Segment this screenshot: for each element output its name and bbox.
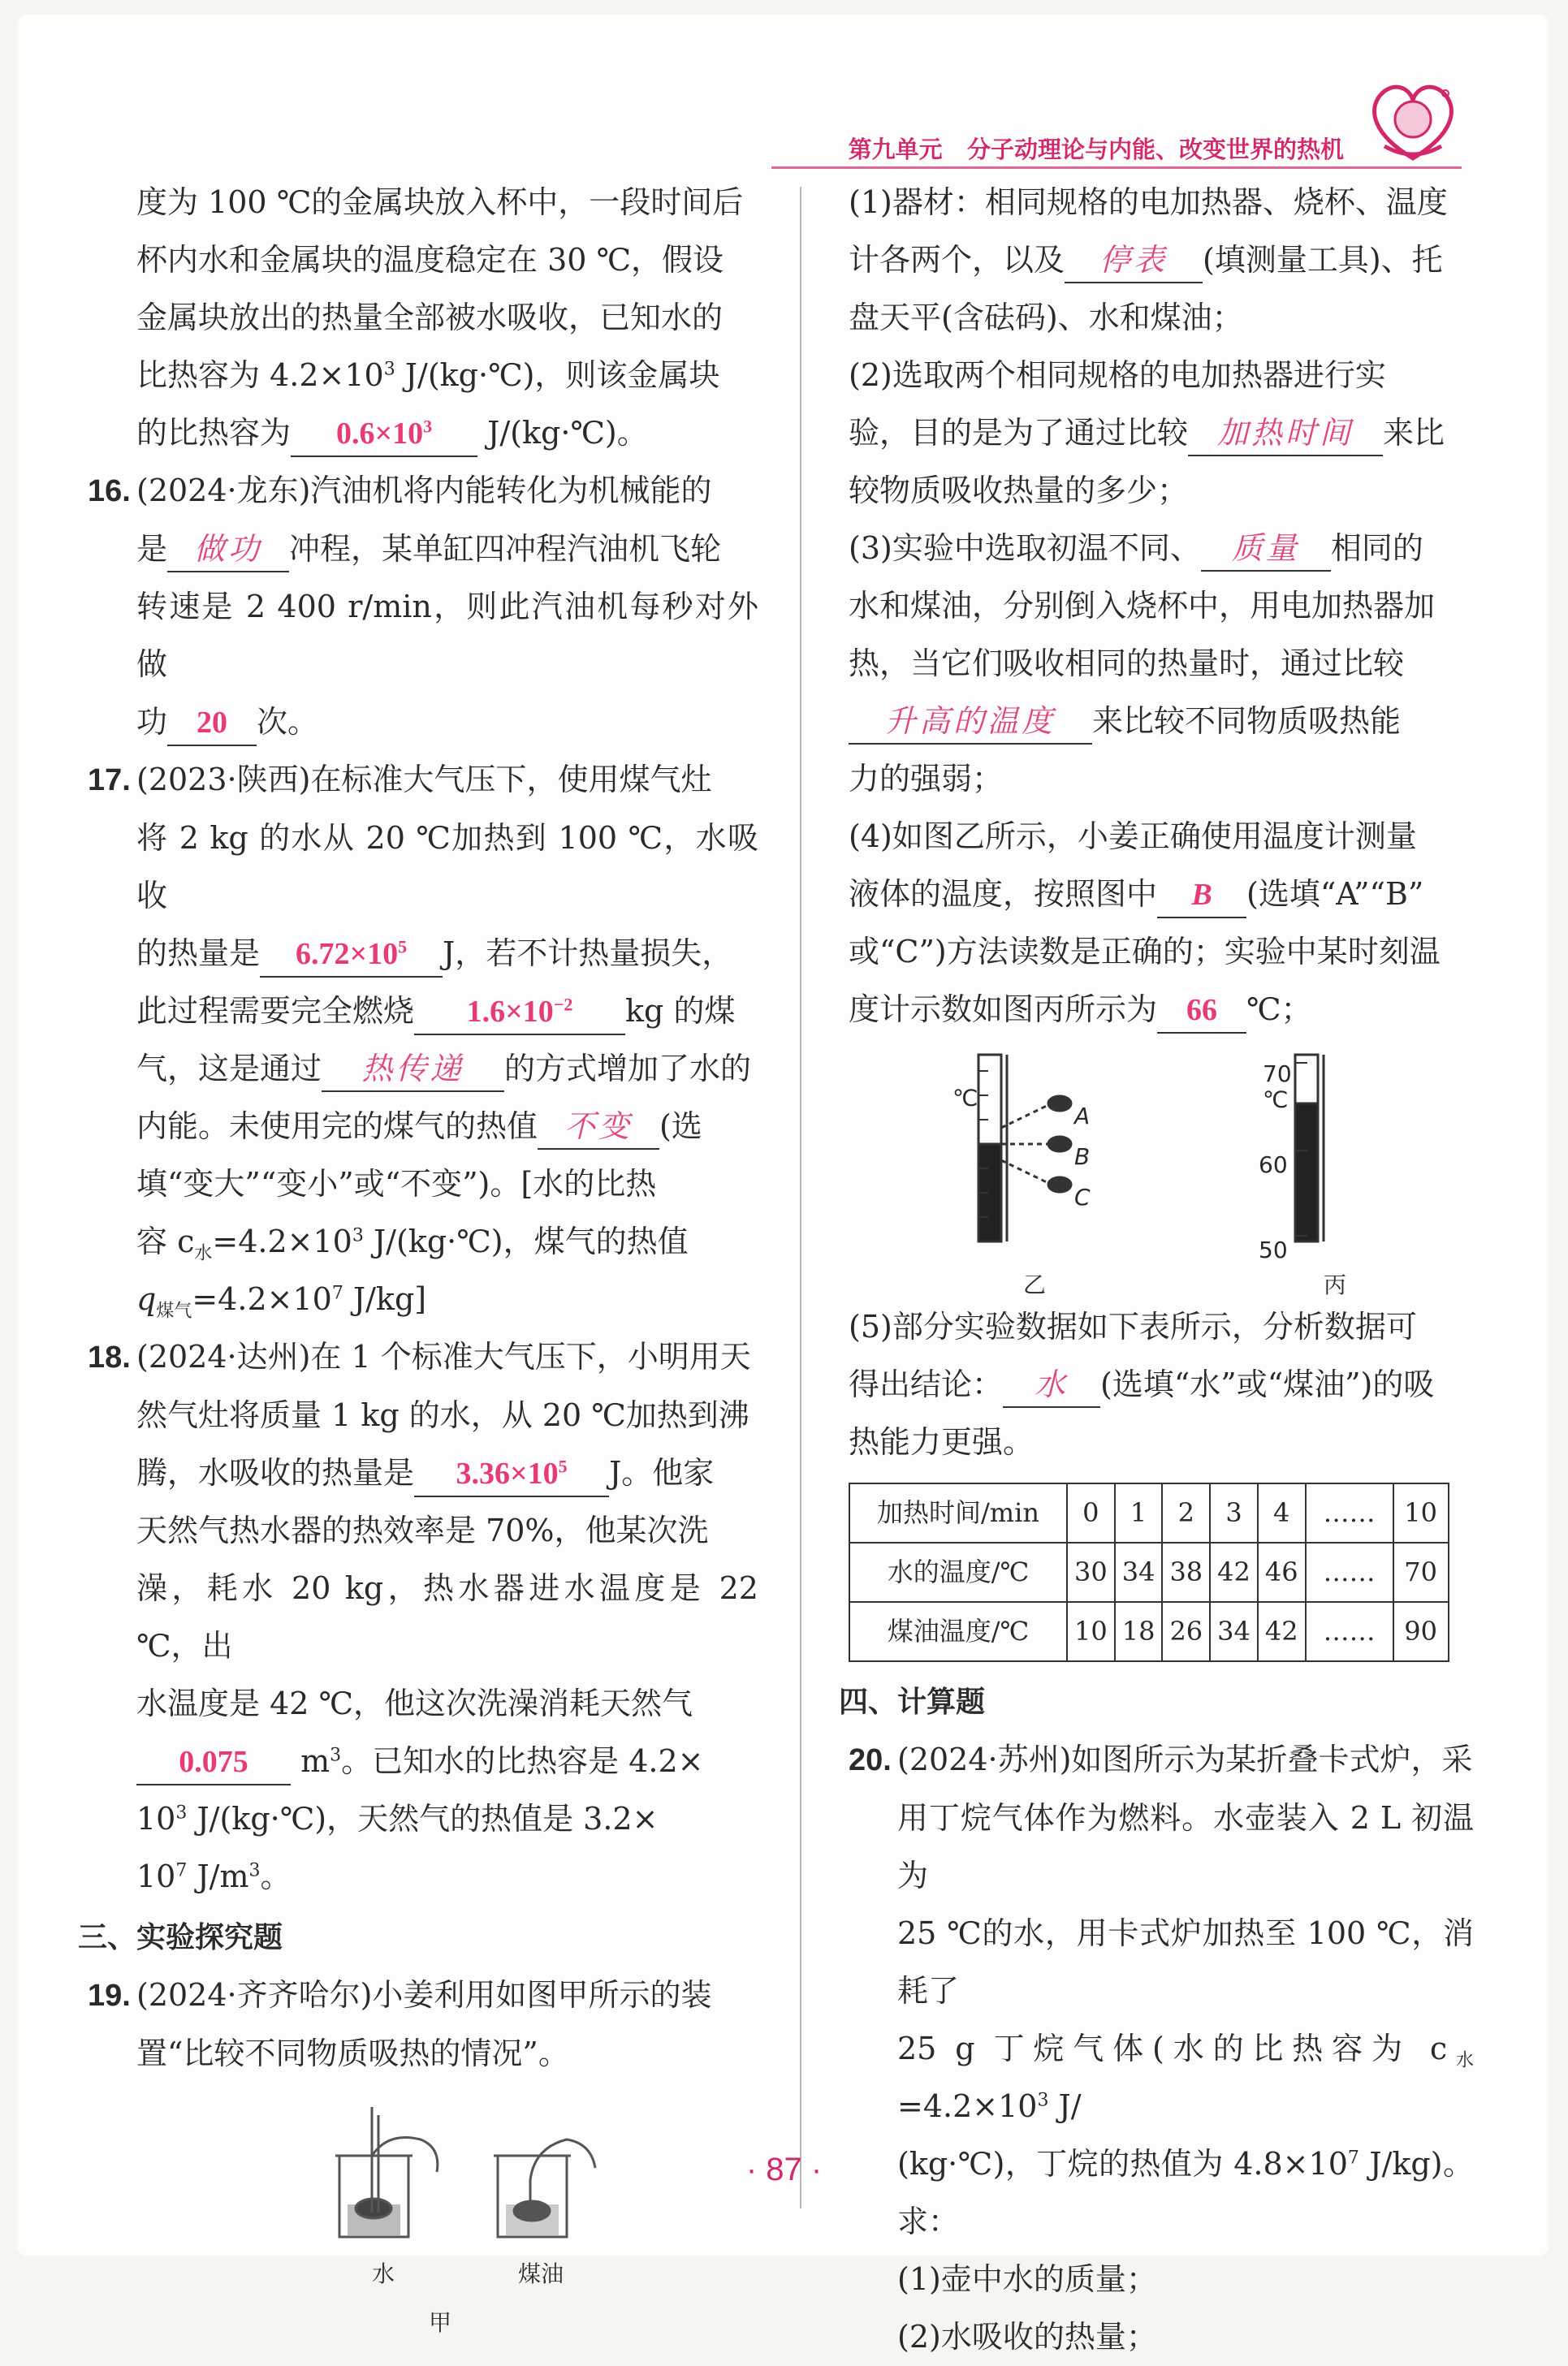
text-span: 得出结论：: [849, 1366, 1004, 1402]
exponent: 3: [1037, 2090, 1049, 2111]
text-line: 金属块放出的热量全部被水吸收，已知水的: [136, 300, 724, 335]
text-line: 较物质吸收热量的多少；: [849, 473, 1189, 508]
exponent: 3: [330, 1745, 342, 1766]
text-line: [849, 693, 1474, 750]
answer-text: 3.36×10: [456, 1457, 559, 1491]
text-line: 天然气热水器的热效率是 70%，他某次洗: [136, 1513, 709, 1548]
text-span: (kg·℃)，丁烷的热值为 4.8×10: [897, 2146, 1348, 2182]
answer-blank: [1188, 411, 1383, 456]
figure-caption: 甲: [429, 2309, 452, 2336]
answer-text: B: [1191, 878, 1212, 912]
text-span: J/: [1048, 2088, 1082, 2124]
answer-text: 做功: [194, 531, 263, 567]
table-cell: 26: [1162, 1602, 1210, 1661]
table-cell: 2: [1162, 1483, 1210, 1543]
table-cell: ……: [1306, 1602, 1393, 1661]
text-span: (选填“水”或“煤油”)的吸: [1100, 1366, 1435, 1402]
text-span: =4.2×10: [192, 1281, 332, 1317]
text-span: J/(kg·℃)，煤气的热值: [363, 1224, 689, 1259]
text-span: 10: [136, 1801, 176, 1837]
text-span: kg 的煤: [625, 993, 736, 1029]
text-span: 验，目的是为了通过比较: [849, 415, 1189, 451]
text-line: 热，当它们吸收相同的热量时，通过比较: [849, 645, 1405, 681]
text-line: [136, 1790, 758, 1848]
answer-text: 质量: [1231, 530, 1300, 566]
text-span: 液体的温度，按照图中: [849, 876, 1158, 912]
question-number: 17.: [88, 763, 131, 797]
page-header: [771, 122, 1462, 169]
answer-blank: [291, 411, 477, 457]
text-line: [136, 1444, 758, 1502]
text-span: J/kg]: [343, 1281, 427, 1317]
table-cell: 10: [1393, 1483, 1449, 1543]
text-line: [136, 404, 758, 462]
text-line: [136, 520, 758, 578]
text-span: 冲程，某单缸四冲程汽油机飞轮: [289, 531, 722, 567]
table-cell: 34: [1210, 1602, 1258, 1661]
table-cell: 42: [1258, 1602, 1306, 1661]
text-span: (选填“A”“B”: [1246, 876, 1424, 912]
tick-label: 60: [1259, 1151, 1288, 1178]
text-line: 力的强弱；: [849, 761, 1004, 797]
answer-blank: [538, 1104, 659, 1150]
answer-text: 升高的温度: [884, 703, 1056, 739]
eye-label-a: A: [1074, 1103, 1091, 1129]
text-span: 相同的: [1330, 530, 1423, 566]
question-number: 16.: [88, 474, 131, 508]
text-span: 内能。未使用完的煤气的热值: [136, 1108, 538, 1144]
figure-label-oil: 煤油: [518, 2260, 564, 2287]
table-cell: 3: [1210, 1483, 1258, 1543]
publisher-logo-icon: [1364, 77, 1462, 166]
table-row: [849, 1602, 1449, 1661]
answer-text: 66: [1186, 993, 1218, 1027]
part-2: [849, 347, 1474, 520]
text-span: J/(kg·℃)，则该金属块: [395, 357, 720, 393]
table-cell: 加热时间/min: [849, 1483, 1067, 1543]
answer-blank: [322, 1047, 504, 1092]
text-span: q: [136, 1281, 157, 1317]
text-span: J。他家: [609, 1455, 715, 1491]
unit-label: ℃: [1263, 1086, 1289, 1113]
text-line: [88, 1967, 758, 2025]
text-line: 水和煤油，分别倒入烧杯中，用电加热器加: [849, 588, 1436, 624]
exponent: 3: [352, 1225, 364, 1246]
text-span: 腾，水吸收的热量是: [136, 1455, 415, 1491]
text-span: (3)实验中选取初温不同、: [849, 530, 1201, 566]
text-span: 功: [136, 704, 168, 740]
text-line: [849, 520, 1474, 577]
answer-text: 水: [1035, 1366, 1069, 1402]
text-span: 是: [136, 531, 168, 567]
exponent: 3: [248, 1860, 261, 1881]
answer-blank: [1157, 987, 1246, 1034]
text-span: 气，这是通过: [136, 1051, 322, 1086]
question-19: [88, 1967, 758, 2334]
text-line: [849, 981, 1474, 1038]
text-span: 25 g 丁烷气体(水的比热容为 c: [897, 2031, 1448, 2066]
text-line: (2)水吸收的热量；: [897, 2319, 1157, 2355]
text-line: [136, 925, 758, 982]
text-line: [849, 404, 1474, 462]
text-line: 澡，耗水 20 kg，热水器进水温度是 22 ℃，出: [136, 1570, 758, 1664]
header-text: [849, 132, 1344, 165]
answer-blank: [260, 931, 443, 978]
text-span: =4.2×10: [212, 1224, 352, 1259]
text-line: [849, 1356, 1474, 1414]
table-cell: 煤油温度/℃: [849, 1602, 1067, 1661]
question-18: [88, 1328, 758, 1906]
text-line: [136, 1733, 758, 1790]
text-span: 。已知水的比热容是 4.2×: [341, 1743, 704, 1779]
text-line: [849, 1731, 1474, 1790]
table-cell: 18: [1115, 1602, 1163, 1661]
tick-label: 50: [1259, 1237, 1288, 1263]
text-line: 25 ℃的水，用卡式炉加热至 100 ℃，消耗了: [897, 1915, 1474, 2009]
figure-caption: 丙: [1324, 1272, 1347, 1298]
section-heading-calculation: 四、计算题: [839, 1686, 986, 1719]
answer-exponent: 5: [398, 936, 408, 957]
text-span: 次。: [257, 704, 319, 740]
question-number: 18.: [88, 1341, 131, 1375]
answer-text: 20: [197, 706, 228, 740]
text-line: 用丁烷气体作为燃料。水壶装入 2 L 初温为: [897, 1800, 1474, 1893]
text-line: (1)器材：相同规格的电加热器、烧杯、温度: [849, 184, 1448, 220]
text-span: (2024·苏州)如图所示为某折叠卡式炉，采: [897, 1742, 1473, 1777]
text-line: [136, 1098, 758, 1155]
answer-text: 0.6×10: [335, 417, 424, 451]
text-span: 的比热容为: [136, 415, 292, 451]
column-divider: [800, 187, 801, 2208]
text-span: 10: [136, 1859, 176, 1894]
text-span: (2024·齐齐哈尔)小姜利用如图甲所示的装: [136, 1977, 712, 2013]
header-unit: 第九单元: [848, 136, 943, 163]
text-span: (2024·达州)在 1 个标准大气压下，小明用天: [136, 1339, 751, 1375]
table-cell: 38: [1162, 1543, 1210, 1602]
thermometer-diagram-icon: [946, 1047, 1401, 1250]
section-heading-experiment: 三、实验探究题: [78, 1921, 283, 1954]
answer-text: 停表: [1099, 242, 1168, 278]
q15-continuation: [88, 174, 758, 462]
text-span: 计各两个，以及: [849, 242, 1065, 278]
question-number: 20.: [849, 1743, 892, 1777]
table-row: [849, 1543, 1449, 1602]
answer-blank: [414, 1451, 609, 1497]
answer-text: 不变: [564, 1108, 633, 1144]
text-span: 来比: [1383, 415, 1445, 451]
text-span: (选: [659, 1108, 702, 1144]
table-cell: 水的温度/℃: [849, 1543, 1067, 1602]
exponent: 7: [175, 1860, 188, 1881]
text-line: [136, 347, 758, 404]
text-line: 将 2 kg 的水从 20 ℃加热到 100 ℃，水吸收: [136, 820, 758, 913]
text-span: =4.2×10: [897, 2088, 1038, 2124]
text-line: [136, 1040, 758, 1098]
answer-blank: [167, 700, 257, 746]
table-cell: ……: [1306, 1543, 1393, 1602]
part-3: [849, 520, 1474, 808]
table-cell: 10: [1067, 1602, 1115, 1661]
text-line: [136, 1848, 758, 1906]
figure-label-water: 水: [372, 2260, 395, 2287]
text-span: 度计示数如图丙所示为: [849, 991, 1158, 1027]
answer-exponent: −2: [553, 994, 573, 1015]
subscript: 水: [1447, 2050, 1474, 2071]
tick-label: 70: [1263, 1060, 1292, 1087]
text-line: 水温度是 42 ℃，他这次洗澡消耗天然气: [136, 1686, 693, 1721]
question-number: 19.: [88, 1979, 131, 2013]
text-line: [136, 1213, 758, 1271]
text-span: m: [300, 1743, 330, 1779]
answer-blank: [849, 699, 1092, 745]
answer-exponent: 5: [558, 1456, 568, 1477]
table-cell: 4: [1258, 1483, 1306, 1543]
text-line: 填“变大”“变小”或“不变”)。[水的比热: [136, 1166, 657, 1202]
subscript: 煤气: [156, 1301, 192, 1322]
text-span: J/(kg·℃)，天然气的热值是 3.2×: [187, 1801, 659, 1837]
text-span: J，若不计热量损失，: [443, 935, 733, 971]
text-line: 或“C”)方法读数是正确的；实验中某时刻温: [849, 934, 1441, 969]
text-line: [849, 866, 1474, 923]
text-line: [849, 231, 1474, 289]
figure-caption: 乙: [1023, 1272, 1047, 1298]
part-1: [849, 174, 1474, 347]
text-line: 盘天平(含砝码)、水和煤油；: [849, 300, 1243, 335]
text-line: 转速是 2 400 r/min，则此汽油机每秒对外做: [136, 589, 758, 682]
text-line: (4)如图乙所示，小姜正确使用温度计测量: [849, 818, 1417, 854]
question-17: [88, 751, 758, 1328]
table-cell: 0: [1067, 1483, 1115, 1543]
question-20: [849, 1731, 1474, 2366]
text-line: [88, 1328, 758, 1387]
figure-jia: [136, 2091, 758, 2334]
table-cell: 1: [1115, 1483, 1163, 1543]
text-line: [136, 693, 758, 751]
answer-text: 加热时间: [1217, 415, 1354, 451]
table-cell: 90: [1393, 1602, 1449, 1661]
text-span: ℃；: [1246, 991, 1312, 1027]
exponent: 7: [1347, 2148, 1359, 2169]
table-cell: 30: [1067, 1543, 1115, 1602]
text-span: 容 c: [136, 1224, 195, 1259]
text-line: [136, 1271, 758, 1328]
part-4: [849, 808, 1474, 1038]
text-span: 比热容为 4.2×10: [136, 357, 384, 393]
text-line: 杯内水和金属块的温度稳定在 30 ℃，假设: [136, 242, 724, 278]
page-number: · 87 ·: [745, 2152, 823, 2187]
answer-blank: [414, 989, 625, 1035]
text-span: J/(kg·℃)。: [487, 415, 648, 451]
answer-exponent: 3: [423, 416, 433, 437]
text-line: (5)部分实验数据如下表所示，分析数据可: [849, 1309, 1417, 1345]
answer-blank: [1201, 526, 1331, 572]
answer-text: 0.075: [179, 1745, 248, 1779]
text-span: (2023·陕西)在标准大气压下，使用煤气灶: [136, 762, 712, 797]
header-title: 分子动理论与内能、改变世界的热机: [966, 136, 1344, 163]
figure-thermometers: [849, 1047, 1474, 1298]
text-line: (2)选取两个相同规格的电加热器进行实: [849, 357, 1386, 393]
text-span: J/m: [187, 1859, 249, 1894]
subscript: 水: [194, 1243, 213, 1264]
text-line: 置“比较不同物质吸热的情况”。: [136, 2036, 569, 2071]
table-cell: 34: [1115, 1543, 1163, 1602]
answer-text: 6.72×10: [295, 937, 399, 971]
text-span: 的热量是: [136, 935, 261, 971]
text-line: [88, 462, 758, 520]
text-line: [136, 982, 758, 1040]
text-line: (1)壶中水的质量；: [897, 2261, 1157, 2297]
table-row: [849, 1483, 1449, 1543]
answer-blank: [1157, 872, 1246, 918]
answer-blank: [1003, 1362, 1100, 1408]
text-span: J/kg)。求：: [897, 2146, 1474, 2239]
question-16: [88, 462, 758, 751]
right-column: [839, 174, 1474, 2366]
eye-label-c: C: [1074, 1184, 1091, 1211]
text-line: 度为 100 ℃的金属块放入杯中，一段时间后: [136, 184, 744, 220]
left-column: [78, 174, 758, 2342]
table-cell: 46: [1258, 1543, 1306, 1602]
answer-blank: [167, 527, 289, 572]
data-table: [849, 1483, 1449, 1662]
text-line: [88, 751, 758, 810]
text-line: 然气灶将质量 1 kg 的水，从 20 ℃加热到沸: [136, 1397, 749, 1433]
part-5: [849, 1298, 1474, 1471]
table-cell: 70: [1393, 1543, 1449, 1602]
text-span: 的方式增加了水的: [504, 1051, 752, 1086]
eye-label-b: B: [1074, 1143, 1091, 1170]
exponent: 7: [331, 1283, 343, 1304]
text-span: (2024·龙东)汽油机将内能转化为机械能的: [136, 473, 712, 508]
answer-blank: [1065, 238, 1203, 283]
exponent: 3: [175, 1803, 188, 1824]
header-rule: [771, 166, 1462, 169]
answer-text: 1.6×10: [466, 995, 554, 1029]
unit-label: ℃: [952, 1085, 978, 1112]
table-cell: ……: [1306, 1483, 1393, 1543]
answer-blank: [136, 1739, 291, 1785]
text-span: (填测量工具)、托: [1203, 242, 1443, 278]
text-line: 热能力更强。: [849, 1424, 1035, 1460]
text-span: 来比较不同物质吸热能: [1092, 703, 1402, 739]
text-line: [897, 2020, 1474, 2135]
text-span: 。: [260, 1859, 292, 1894]
table-cell: 42: [1210, 1543, 1258, 1602]
answer-text: 热传递: [361, 1051, 464, 1086]
exponent: 3: [383, 359, 395, 380]
text-span: 此过程需要完全燃烧: [136, 993, 415, 1029]
